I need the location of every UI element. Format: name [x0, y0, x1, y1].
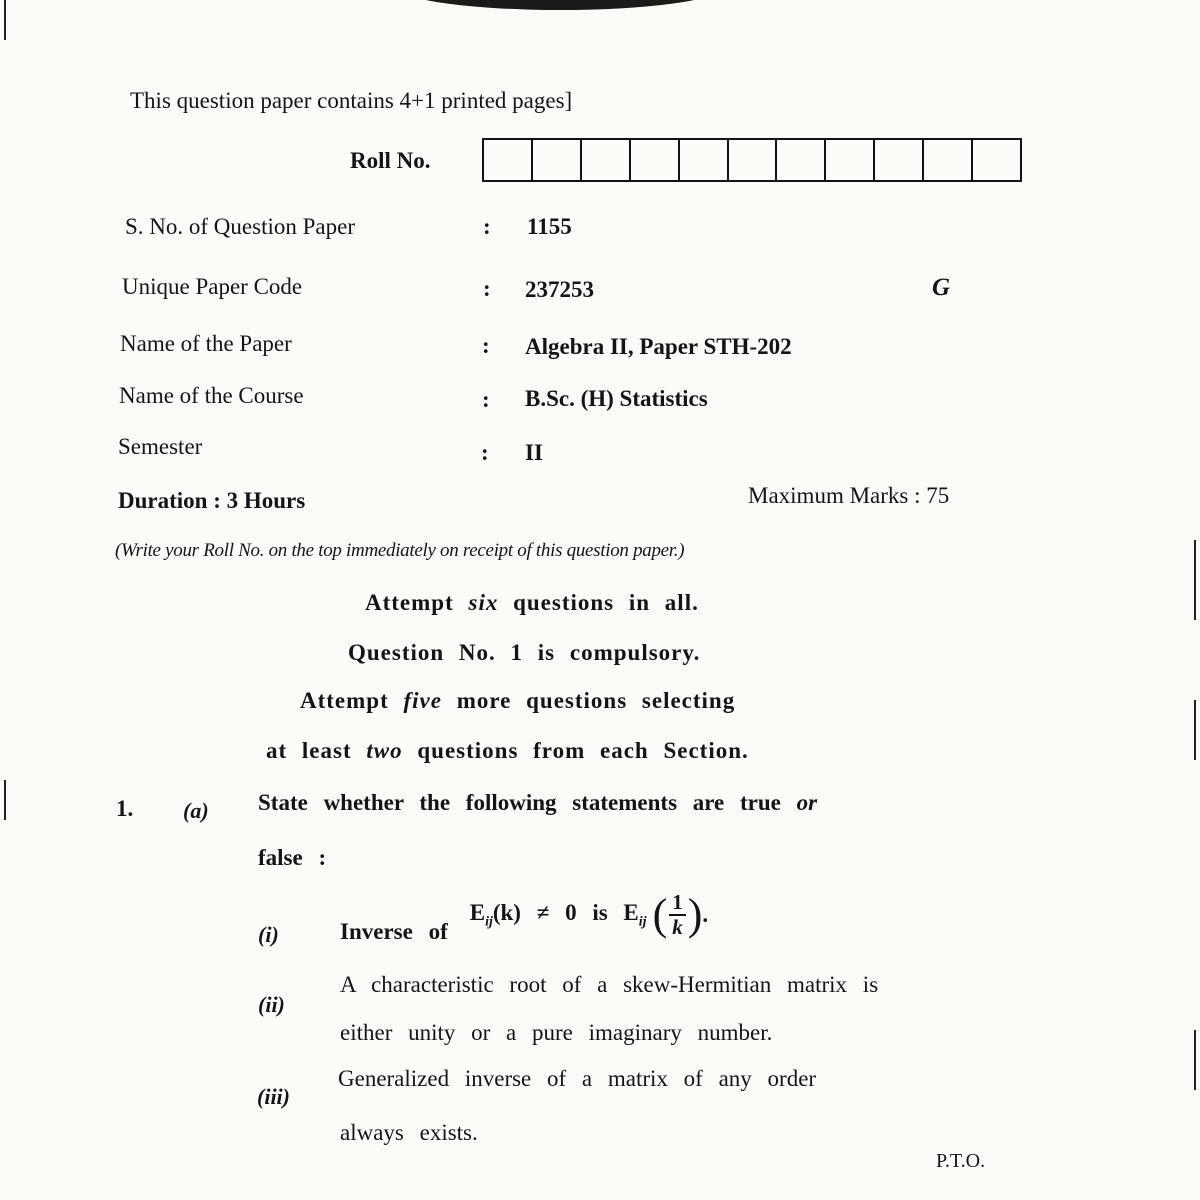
colon: : — [482, 333, 490, 358]
roll-no-cell[interactable] — [680, 140, 729, 180]
item-iii-line-1: Generalized inverse of a matrix of any order — [338, 1066, 817, 1091]
semester-value: II — [525, 440, 543, 465]
colon: : — [482, 387, 490, 412]
set-code: G — [932, 274, 951, 301]
paper-code-value: 237253 — [525, 277, 594, 302]
instruction-line-1: Attempt six questions in all. — [365, 590, 699, 615]
roll-no-label: Roll No. — [350, 148, 431, 173]
course-name-label: Name of the Course — [119, 383, 304, 408]
colon: : — [481, 440, 489, 465]
paper-name-label: Name of the Paper — [120, 331, 292, 356]
roll-no-cell[interactable] — [875, 140, 924, 180]
roll-no-cell[interactable] — [777, 140, 826, 180]
roll-no-cell[interactable] — [729, 140, 778, 180]
roll-no-cell[interactable] — [582, 140, 631, 180]
roll-no-instruction: (Write your Roll No. on the top immediately on receipt of this question paper.) — [115, 540, 685, 561]
pages-note: This question paper contains 4+1 printed pages] — [130, 88, 573, 113]
serial-no-label: S. No. of Question Paper — [125, 214, 355, 239]
item-ii-line-1: A characteristic root of a skew-Hermitian matrix is — [340, 972, 879, 997]
maximum-marks: Maximum Marks : 75 — [748, 483, 950, 508]
scan-edge-mark — [1194, 1030, 1196, 1090]
roll-no-boxes[interactable] — [482, 138, 1022, 182]
item-number: (ii) — [258, 992, 285, 1017]
question-number: 1. — [116, 796, 134, 821]
semester-label: Semester — [118, 434, 203, 459]
item-i-text: Inverse of $E_{ij}(k) \ne 0$ is $E_{ij}$ ( $\frac{1}{k}$ ) . — [340, 889, 709, 944]
paper-code-label: Unique Paper Code — [122, 274, 303, 299]
question-stem-line-1: State whether the following statements are true or — [258, 790, 818, 815]
please-turn-over: P.T.O. — [936, 1150, 986, 1172]
instruction-line-3: Attempt five more questions selecting — [300, 688, 736, 713]
scan-edge-mark — [4, 0, 6, 40]
paper-name-value: Algebra II, Paper STH-202 — [525, 334, 792, 359]
colon: : — [483, 214, 491, 239]
instruction-line-4: at least two questions from each Section. — [266, 738, 749, 763]
roll-no-cell[interactable] — [826, 140, 875, 180]
scan-edge-mark — [4, 780, 6, 820]
roll-no-cell[interactable] — [484, 140, 533, 180]
roll-no-cell[interactable] — [631, 140, 680, 180]
item-iii-line-2: always exists. — [340, 1120, 478, 1145]
colon: : — [483, 276, 491, 301]
item-number: (i) — [258, 922, 279, 947]
serial-no-value: 1155 — [527, 214, 572, 239]
duration: Duration : 3 Hours — [118, 488, 306, 513]
scan-blot — [400, 0, 720, 10]
question-part: (a) — [183, 798, 209, 823]
question-stem-line-2: false : — [258, 845, 327, 870]
instruction-line-2: Question No. 1 is compulsory. — [348, 640, 701, 665]
item-number: (iii) — [257, 1084, 290, 1109]
scan-edge-mark — [1194, 540, 1196, 620]
course-name-value: B.Sc. (H) Statistics — [525, 386, 708, 411]
scan-edge-mark — [1194, 700, 1196, 760]
fraction-one-over-k: $\frac{1}{k}$ — [669, 891, 686, 939]
roll-no-cell[interactable] — [533, 140, 582, 180]
roll-no-cell[interactable] — [924, 140, 973, 180]
item-ii-line-2: either unity or a pure imaginary number. — [340, 1020, 773, 1045]
roll-no-cell[interactable] — [973, 140, 1020, 180]
